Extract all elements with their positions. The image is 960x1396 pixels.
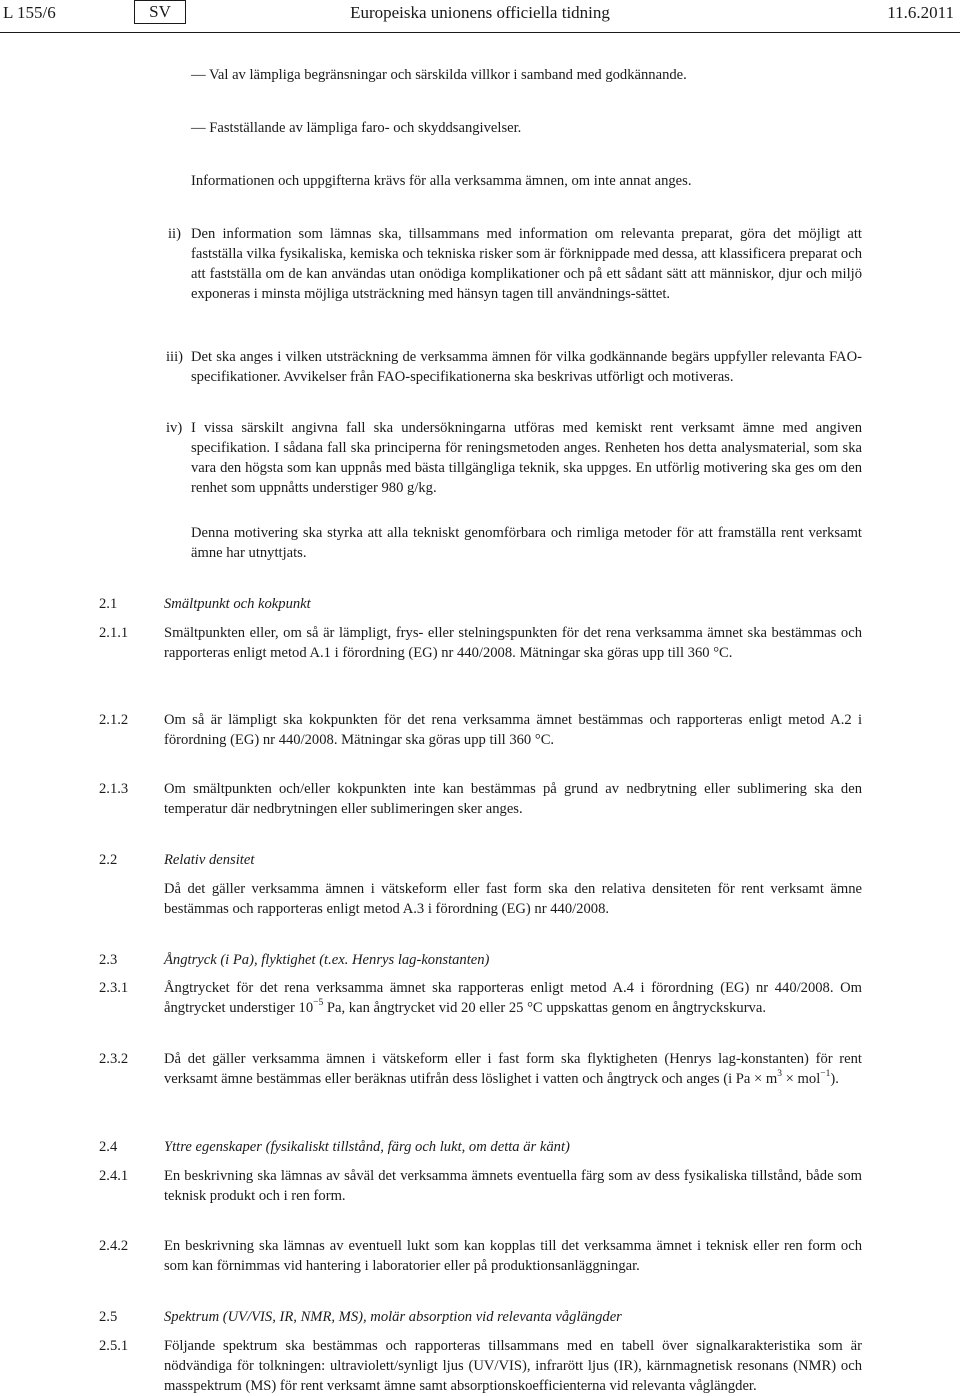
item-label-iv: iv) — [166, 420, 183, 436]
section-text-2-4-2: En beskrivning ska lämnas av eventuell lukt som kan kopplas till det verksamma ämnet i teknisk eller ren form och som kan förnimmas vid hantering i laboratorier eller på produktionsanläggningar. — [164, 1238, 862, 1274]
section-text-2-3-1-part-b: Pa, kan ångtrycket vid 20 eller 25 °C uppskattas genom en ångtryckskurva. — [323, 1000, 766, 1016]
section-number-2-4-2: 2.4.2 — [99, 1238, 129, 1254]
item-label-ii: ii) — [168, 226, 181, 242]
section-number-2-1-2: 2.1.2 — [99, 712, 129, 728]
section-number-2-5-1: 2.5.1 — [99, 1338, 129, 1354]
section-text-2-5-1: Följande spektrum ska bestämmas och rapporteras tillsammans med en tabell över signalkarakteristika som är nödvändiga för tolkningen: ultraviolett/synligt ljus (UV/VIS), infrarött ljus (IR), kärnmagnetisk resonans (NMR) och masspektrum (MS) för rent verksamt ämne samt absorptionskoefficienterna vid relevanta våglängder. — [164, 1338, 862, 1394]
page-header — [0, 0, 960, 30]
header-divider — [0, 32, 960, 33]
section-title-2-4: Yttre egenskaper (fysikaliskt tillstånd, färg och lukt, om detta är känt) — [164, 1139, 570, 1155]
section-title-2-1: Smältpunkt och kokpunkt — [164, 596, 311, 612]
section-number-2-1-3: 2.1.3 — [99, 781, 129, 797]
section-text-2-3-2-part-b: × mol — [782, 1071, 821, 1087]
dash-item-restrictions: — Val av lämpliga begränsningar och särskilda villkor i samband med godkännande. — [191, 67, 687, 83]
section-number-2-3-2: 2.3.2 — [99, 1051, 129, 1067]
section-text-2-4-1: En beskrivning ska lämnas av såväl det verksamma ämnets eventuella färg som av dess fysikaliska tillstånd, både som teknisk produkt och i ren form. — [164, 1168, 862, 1204]
section-title-2-3: Ångtryck (i Pa), flyktighet (t.ex. Henrys lag-konstanten) — [164, 952, 490, 968]
section-text-2-3-2-part-a: Då det gäller verksamma ämnen i vätskeform eller i fast form ska flyktigheten (Henrys lag-konstanten) för rent verksamt ämne bestämmas eller beräknas utifrån dess löslighet i vatten och ångtryck och anges (i Pa × m — [164, 1051, 862, 1087]
section-number-2-3-1: 2.3.1 — [99, 980, 129, 996]
exponent-3: 3 — [777, 1069, 783, 1080]
publication-date: 11.6.2011 — [887, 3, 954, 22]
information-note: Informationen och uppgifterna krävs för alla verksamma ämnen, om inte annat anges. — [191, 173, 692, 189]
section-text-2-3-2 — [164, 1049, 862, 1089]
section-number-2-3: 2.3 — [99, 952, 118, 968]
exponent-minus-5: −5 — [313, 998, 324, 1009]
section-text-2-3-1 — [164, 978, 862, 1018]
section-number-2-5: 2.5 — [99, 1309, 118, 1325]
item-text-iv-continuation: Denna motivering ska styrka att alla tekniskt genomförbara och rimliga metoder för att framställa rent verksamt ämne har utnyttjats. — [191, 525, 862, 561]
page-reference: L 155/6 — [3, 3, 56, 22]
section-text-2-1-2: Om så är lämpligt ska kokpunkten för det rena verksamma ämnet bestämmas och rapporteras enligt metod A.2 i förordning (EG) nr 440/2008. Mätningar ska göras upp till 360 °C. — [164, 712, 862, 748]
dash-item-hazard-statements: — Fastställande av lämpliga faro- och skyddsangivelser. — [191, 120, 522, 136]
item-text-iii: Det ska anges i vilken utsträckning de verksamma ämnen för vilka godkännande begärs uppfyller relevanta FAO-specifikationer. Avvikelser från FAO-specifikationerna ska beskrivas utförligt och motiveras. — [191, 349, 862, 385]
section-number-2-1: 2.1 — [99, 596, 118, 612]
section-number-2-4-1: 2.4.1 — [99, 1168, 129, 1184]
section-text-2-3-1-part-a: Ångtrycket för det rena verksamma ämnet ska rapporteras enligt metod A.4 i förordning (EG) nr 440/2008. Om ångtrycket understiger 10 — [164, 980, 862, 1016]
item-label-iii: iii) — [166, 349, 184, 365]
section-number-2-4: 2.4 — [99, 1139, 118, 1155]
section-text-2-1-3: Om smältpunkten och/eller kokpunkten inte kan bestämmas på grund av nedbrytning eller sublimering ska den temperatur där nedbrytningen eller sublimeringen sker anges. — [164, 781, 862, 817]
section-number-2-2: 2.2 — [99, 852, 118, 868]
section-number-2-1-1: 2.1.1 — [99, 625, 129, 641]
section-title-2-5: Spektrum (UV/VIS, IR, NMR, MS), molär absorption vid relevanta våglängder — [164, 1309, 622, 1325]
section-title-2-2: Relativ densitet — [164, 852, 255, 868]
exponent-minus-1: −1 — [820, 1069, 831, 1080]
language-badge: SV — [134, 0, 186, 24]
section-text-2-1-1: Smältpunkten eller, om så är lämpligt, frys- eller stelningspunkten för det rena verksamma ämnet ska bestämmas och rapporteras enligt metod A.1 i förordning (EG) nr 440/2008. Mätningar ska göras upp till 360 °C. — [164, 625, 862, 661]
section-text-2-3-2-part-c: ). — [830, 1071, 839, 1087]
section-text-2-2: Då det gäller verksamma ämnen i vätskeform eller fast form ska den relativa densiteten för rent verksamt ämne bestämmas och rapporteras enligt metod A.3 i förordning (EG) nr 440/2008. — [164, 881, 862, 917]
item-text-iv: I vissa särskilt angivna fall ska undersökningarna utföras med kemiskt rent verksamt ämne med angiven specifikation. I sådana fall ska principerna för reningsmetoden anges. Renheten hos detta analysmaterial, som ska vara den högsta som kan uppnås med bästa tillgängliga teknik, ska uppges. En utförlig motivering ska ges om den renhet som uppnåtts understiger 980 g/kg. — [191, 420, 862, 496]
journal-title: Europeiska unionens officiella tidning — [350, 3, 610, 22]
item-text-ii: Den information som lämnas ska, tillsammans med information om relevanta preparat, göra det möjligt att fastställa vilka fysikaliska, kemiska och tekniska risker som är förknippade med dessa, att klassificera preparat och att fastställa om de kan användas utan onödiga komplikationer och på ett sådant sätt att människor, djur och miljö exponeras i minsta möjliga utsträckning med hänsyn tagen till användnings-sättet. — [191, 226, 862, 302]
